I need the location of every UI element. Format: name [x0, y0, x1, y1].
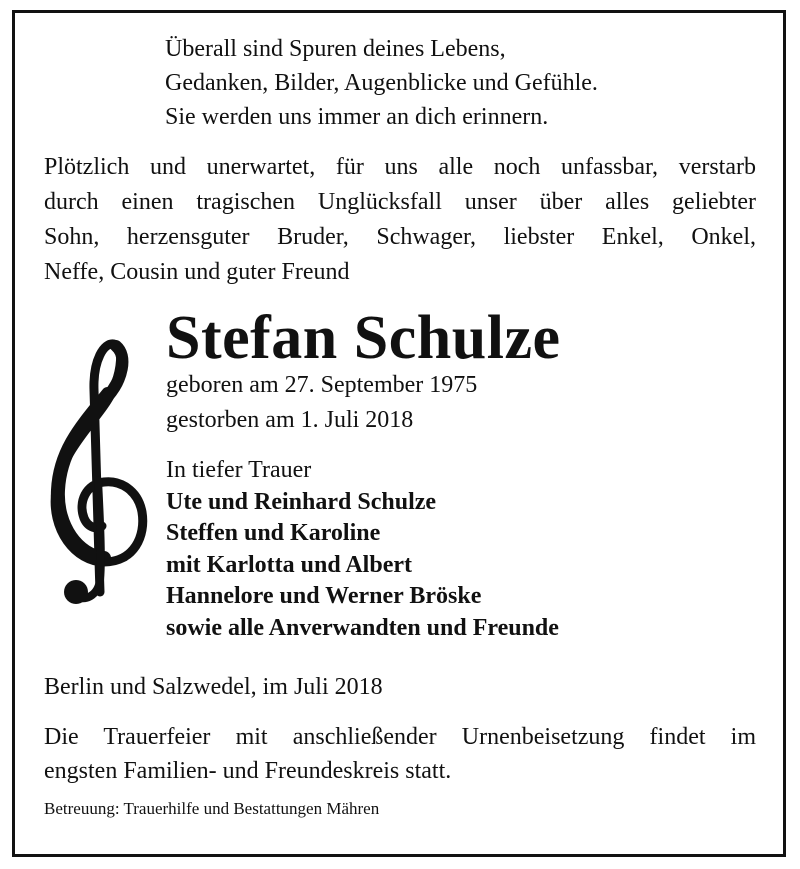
place-date: Berlin und Salzwedel, im Juli 2018 — [44, 674, 383, 700]
funeral-line: engsten Familien- und Freundeskreis statt. — [44, 758, 452, 784]
poem-line: Gedanken, Bilder, Augenblicke und Gefühle. — [165, 70, 598, 96]
death-date: gestorben am 1. Juli 2018 — [166, 407, 414, 433]
birth-date: geboren am 27. September 1975 — [166, 372, 478, 398]
mourner-line: mit Karlotta und Albert — [166, 551, 412, 578]
mourner-line: sowie alle Anverwandten und Freunde — [166, 614, 559, 641]
intro-line: Sohn, herzensguter Bruder, Schwager, liebster Enkel, Onkel, — [44, 224, 756, 250]
poem-line: Sie werden uns immer an dich erinnern. — [165, 104, 549, 130]
poem — [165, 32, 598, 134]
treble-clef-icon — [42, 330, 152, 610]
poem-line: Überall sind Spuren deines Lebens, — [165, 36, 506, 62]
care-note: Betreuung: Trauerhilfe und Bestattungen Mähren — [44, 799, 380, 818]
intro-line: Plötzlich und unerwartet, für uns alle noch unfassbar, verstarb — [44, 154, 756, 180]
mourners-block — [166, 455, 559, 644]
funeral-line: Die Trauerfeier mit anschließender Urnenbeisetzung findet im — [44, 724, 756, 750]
funeral-note — [44, 720, 756, 788]
intro-text — [44, 150, 756, 290]
mourner-line: Hannelore und Werner Bröske — [166, 583, 482, 609]
mourning-intro: In tiefer Trauer — [166, 457, 312, 483]
intro-line: durch einen tragischen Unglücksfall unser über alles geliebter — [44, 189, 756, 215]
mourner-line: Ute und Reinhard Schulze — [166, 488, 437, 515]
mourner-line: Steffen und Karoline — [166, 520, 381, 546]
intro-line: Neffe, Cousin und guter Freund — [44, 259, 350, 285]
life-dates — [166, 368, 477, 438]
deceased-name: Stefan Schulze — [166, 304, 561, 372]
